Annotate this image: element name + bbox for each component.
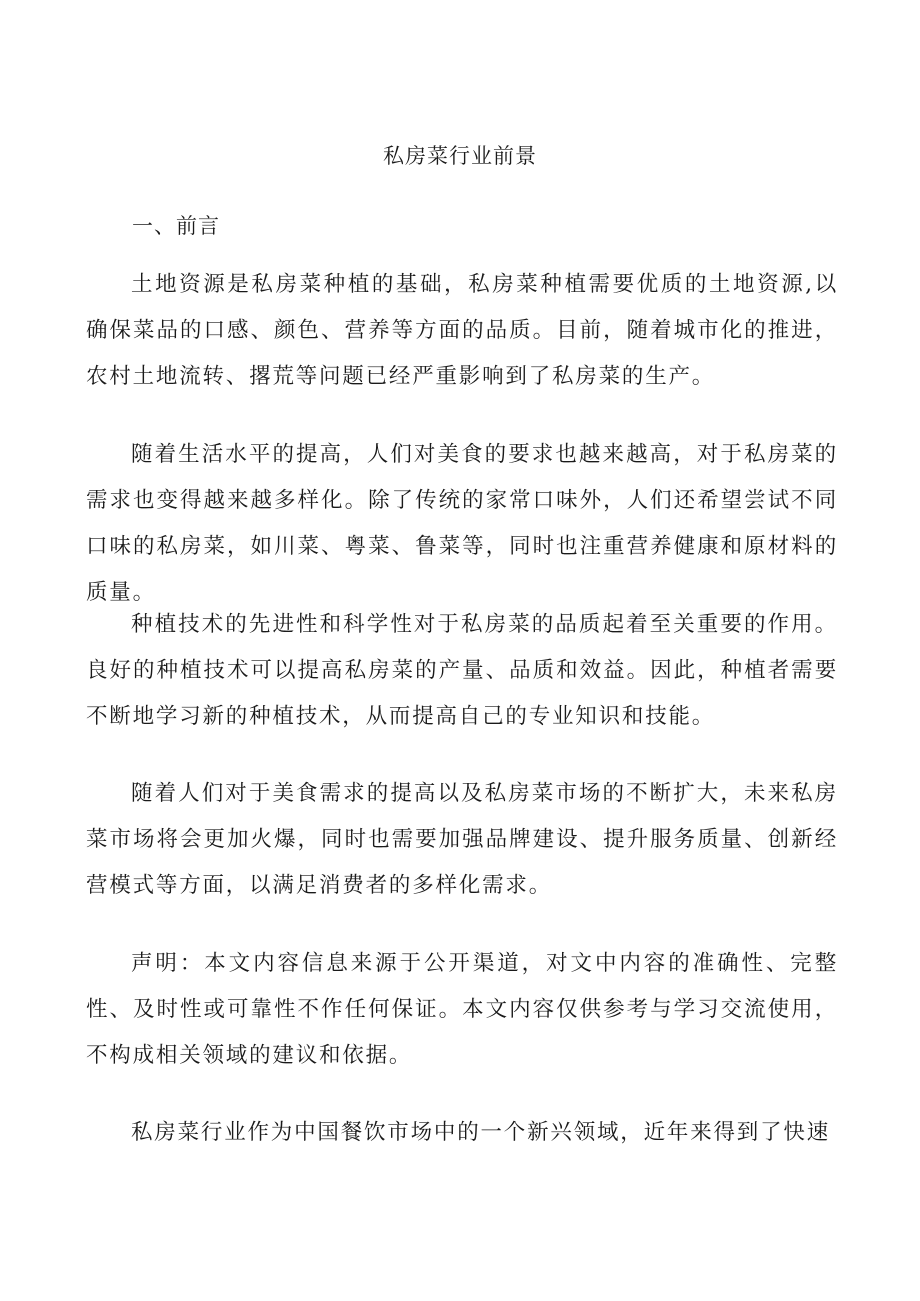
paragraph-technology: 种植技术的先进性和科学性对于私房菜的品质起着至关重要的作用。良好的种植技术可以提高私房菜的产量、品质和效益。因此，种植者需要不断地学习新的种植技术，从而提高自己的专业知识和技能。 bbox=[86, 612, 838, 729]
paragraph-land-resources: 土地资源是私房菜种植的基础，私房菜种植需要优质的土地资源,以确保菜品的口感、颜色、营养等方面的品质。目前，随着城市化的推进，农村土地流转、撂荒等问题已经严重影响到了私房菜的生产。 bbox=[86, 272, 838, 389]
paragraph-demand: 随着生活水平的提高，人们对美食的要求也越来越高，对于私房菜的需求也变得越来越多样化。除了传统的家常口味外，人们还希望尝试不同口味的私房菜，如川菜、粤菜、鲁菜等，同时也注重营养健康和原材料的质量。 bbox=[86, 442, 838, 605]
section-heading: 一、前言 bbox=[132, 214, 220, 238]
paragraph-industry-intro: 私房菜行业作为中国餐饮市场中的一个新兴领域，近年来得到了快速 bbox=[131, 1120, 831, 1145]
document-title: 私房菜行业前景 bbox=[383, 144, 537, 168]
paragraph-market-outlook: 随着人们对于美食需求的提高以及私房菜市场的不断扩大，未来私房菜市场将会更加火爆，同时也需要加强品牌建设、提升服务质量、创新经营模式等方面，以满足消费者的多样化需求。 bbox=[86, 781, 838, 898]
paragraph-disclaimer: 声明：本文内容信息来源于公开渠道，对文中内容的准确性、完整性、及时性或可靠性不作任何保证。本文内容仅供参考与学习交流使用，不构成相关领域的建议和依据。 bbox=[86, 951, 838, 1068]
